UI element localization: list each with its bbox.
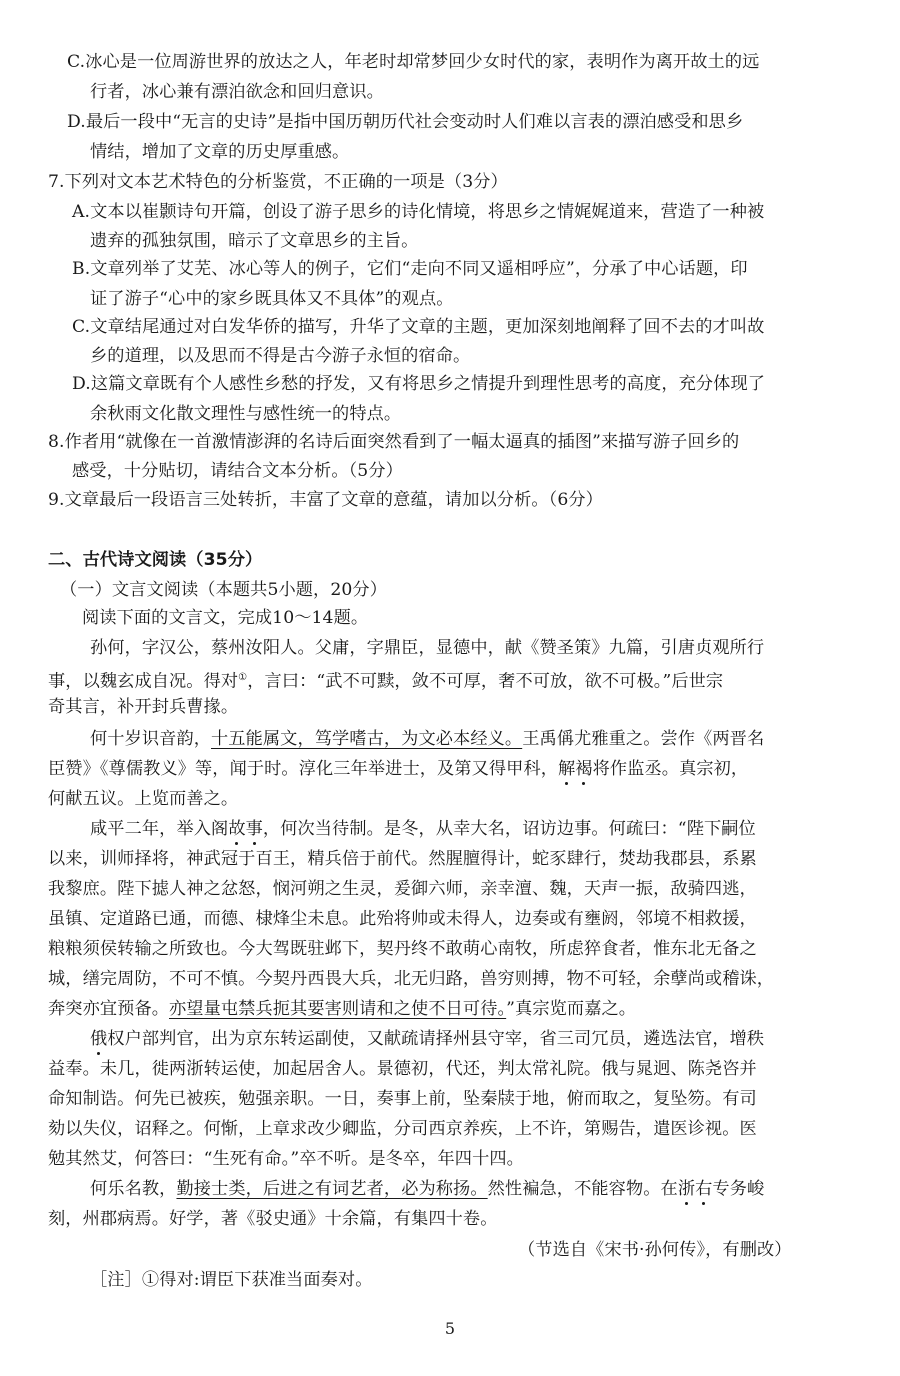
passage-p1-line2 [48,666,723,694]
dotted-word-char: 右 [695,1179,713,1199]
underlined-sentence: 亦望量屯禁兵扼其要害则请和之使不日可待。 [169,999,507,1019]
q6-option-d-line2: 情结，增加了文章的历史厚重感。 [90,142,350,162]
q7-option-d-line2: 余秋雨文化散文理性与感性统一的特点。 [90,404,402,424]
passage-p4-line2: 益奉。未几，徙两浙转运使，加起居舍人。景德初，代还，判太常礼院。俄与晁迥、陈尧咨并 [48,1059,757,1079]
passage-p3-line1 [90,817,756,841]
passage-p3-line7 [48,997,636,1021]
text-run: 咸平二年，举入阁 [90,819,229,839]
section2-instruction: 阅读下面的文言文，完成10～14题。 [82,608,369,628]
dotted-word-char: 俄 [90,1029,108,1049]
footnote: ［注］①得对:谓臣下获准当面奏对。 [90,1270,373,1290]
q7-option-b-line1: B.文章列举了艾芜、冰心等人的例子，它们“走向不同又遥相呼应”，分承了中心话题，印 [72,259,748,279]
text-run: 事，以魏玄成自况。得对 [48,671,239,692]
passage-p1-line3: 奇其言，补开封兵曹掾。 [48,697,239,717]
q7-option-a-line2: 遗弃的孤独氛围，暗示了文章思乡的主旨。 [90,231,419,251]
footnote-marker: ① [238,672,248,683]
passage-p5-line2: 刻，州郡病焉。好学，著《驳史通》十余篇，有集四十卷。 [48,1209,498,1229]
passage-p3-line2: 以来，训师择将，神武冠于百王，精兵倍于前代。然腥膻得计，蛇豕肆行，焚劫我郡县，系累 [48,849,757,869]
passage-p2-line3: 何献五议。上览而善之。 [48,789,239,809]
q8-line2: 感受，十分贴切，请结合文本分析。（5分） [72,461,403,481]
text-run: 将作监丞。真宗初， [592,759,749,779]
passage-p3-line3: 我黎庶。陛下摅人神之忿怒，悯河朔之生灵，爰御六师，亲幸澶、魏，天声一振，敌骑四逃， [48,879,757,899]
q6-option-d-line1: D.最后一段中“无言的史诗”是指中国历朝历代社会变动时人们难以言表的漂泊感受和思乡 [67,112,744,132]
q7-option-a-line1: A.文本以崔颢诗句开篇，创设了游子思乡的诗化情境，将思乡之情娓娓道来，营造了一种被 [72,202,765,222]
passage-p4-line5: 勉其然艾，何答曰：“生死有命。”卒不听。是冬卒，年四十四。 [48,1149,524,1169]
underlined-sentence: 勤接士类，后进之有词艺者，必为称扬。 [176,1179,488,1199]
q7-stem: 7.下列对文本艺术特色的分析鉴赏，不正确的一项是（3分） [48,172,508,192]
dotted-word-char: 褐 [575,759,593,779]
passage-p4-line4: 劾以失仪，诏释之。何惭，上章求改少卿监，分司西京养疾，上不许，第赐告，遣医诊视。医 [48,1119,757,1139]
passage-p3-line4: 虽镇、定道路已通，而德、棣烽尘未息。此殆将帅或未得人，边奏或有壅阏，邻境不相救援， [48,909,757,929]
page-number: 5 [444,1319,456,1338]
q7-option-d-line1: D.这篇文章既有个人感性乡愁的抒发，又有将思乡之情提升到理性思考的高度，充分体现了 [72,374,766,394]
q6-option-c-line1: C.冰心是一位周游世界的放达之人，年老时却常梦回少女时代的家，表明作为离开故土的远 [67,52,760,72]
passage-source: （节选自《宋书·孙何传》，有删改） [518,1240,792,1260]
q7-option-c-line1: C.文章结尾通过对白发华侨的描写，升华了文章的主题，更加深刻地阐释了回不去的才叫故 [72,317,765,337]
dotted-word-char: 解 [558,759,576,779]
q7-option-c-line2: 乡的道理，以及思而不得是古今游子永恒的宿命。 [90,346,471,366]
dotted-word-char: 事 [245,819,263,839]
section2-subtitle: （一）文言文阅读（本题共5小题，20分） [60,580,387,600]
passage-p1-line1: 孙何，字汉公，蔡州汝阳人。父庸，字鼎臣，显德中，献《赞圣策》九篇，引唐贞观所行 [90,638,765,658]
text-run: 然性褊急，不能容物。在 [487,1179,678,1199]
passage-p4-line3: 命知制诰。何先已被疾，勉强亲职。一日，奏事上前，坠秦牍于地，俯而取之，复坠笏。有司 [48,1089,757,1109]
text-run: ，言曰：“武不可黩，敛不可厚，奢不可放，欲不可极。”后世宗 [247,671,724,692]
passage-p5-line1 [90,1177,764,1201]
text-run: ，何次当待制。是冬，从幸大名，诏访边事。何疏曰：“陛下嗣位 [262,819,756,839]
text-run: 权户部判官，出为京东转运副使，又献疏请择州县守宰，省三司冗员，遴选法官，增秩 [107,1029,765,1049]
q8-line1: 8.作者用“就像在一首激情澎湃的名诗后面突然看到了一幅太逼真的插图”来描写游子回乡的 [48,432,740,452]
passage-p4-line1 [90,1027,764,1051]
underlined-sentence: 十五能属文，笃学嗜古，为文必本经义。 [211,729,523,749]
text-run: 奔突亦宜预备。 [48,999,170,1019]
q9: 9.文章最后一段语言三处转折，丰富了文章的意蕴，请加以分析。（6分） [48,490,603,510]
q7-option-b-line2: 证了游子“心中的家乡既具体又不具体”的观点。 [90,289,454,309]
dotted-word-char: 故 [228,819,246,839]
passage-p2-line1 [90,727,764,751]
text-run: 专务峻 [712,1179,765,1199]
passage-p3-line6: 城，缮完周防，不可不慎。今契丹西畏大兵，北无归路，兽穷则搏，物不可轻，余孽尚或稽诛， [48,969,775,989]
passage-p2-line2 [48,757,748,781]
dotted-word-char: 浙 [677,1179,696,1199]
text-run: 何十岁识音韵， [90,729,212,749]
passage-p3-line5: 粮粮须侯转输之所致也。今大驾既驻邺下，契丹终不敢萌心南牧，所虑猝食者，惟东北无备之 [48,939,757,959]
text-run: 臣赞》《尊儒教义》等，闻于时。淳化三年举进士，及第又得甲科， [48,759,559,779]
text-run: 何乐名教， [90,1179,177,1199]
text-run: 王禹偁尤雅重之。尝作《两晋名 [522,729,765,749]
q6-option-c-line2: 行者，冰心兼有漂泊欲念和回归意识。 [90,82,384,102]
section2-title: 二、古代诗文阅读（35分） [48,550,263,570]
text-run: ”真宗览而嘉之。 [506,999,637,1019]
